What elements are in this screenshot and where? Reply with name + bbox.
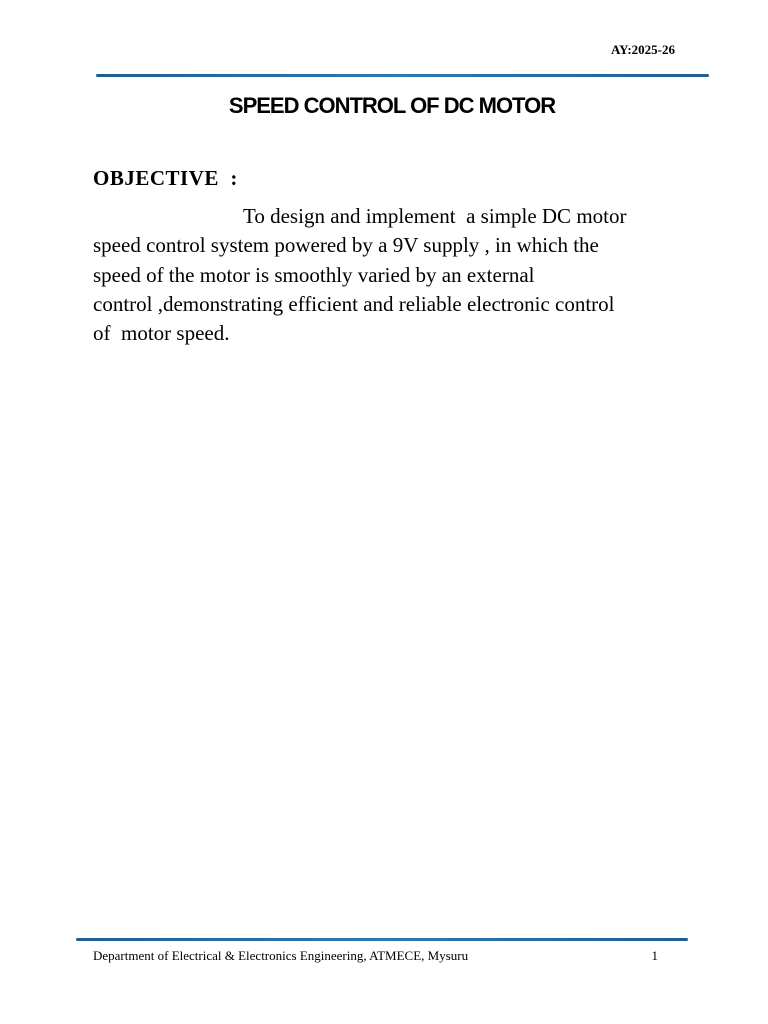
page-number: 1 <box>651 948 658 963</box>
objective-paragraph <box>93 202 683 348</box>
objective-line: of motor speed. <box>93 321 230 346</box>
objective-heading: OBJECTIVE : <box>93 166 238 190</box>
footer-department: Department of Electrical & Electronics Engineering, ATMECE, Mysuru <box>93 948 469 963</box>
objective-line: To design and implement a simple DC motor <box>243 204 627 228</box>
academic-year-label: AY:2025-26 <box>610 42 675 57</box>
page-title: SPEED CONTROL OF DC MOTOR <box>228 93 556 118</box>
objective-line: speed of the motor is smoothly varied by an external <box>93 262 535 287</box>
objective-line: speed control system powered by a 9V supply , in which the <box>93 233 599 258</box>
footer-rule <box>76 938 688 941</box>
header-rule <box>96 74 709 77</box>
objective-line: control ,demonstrating efficient and reliable electronic control <box>93 291 615 316</box>
